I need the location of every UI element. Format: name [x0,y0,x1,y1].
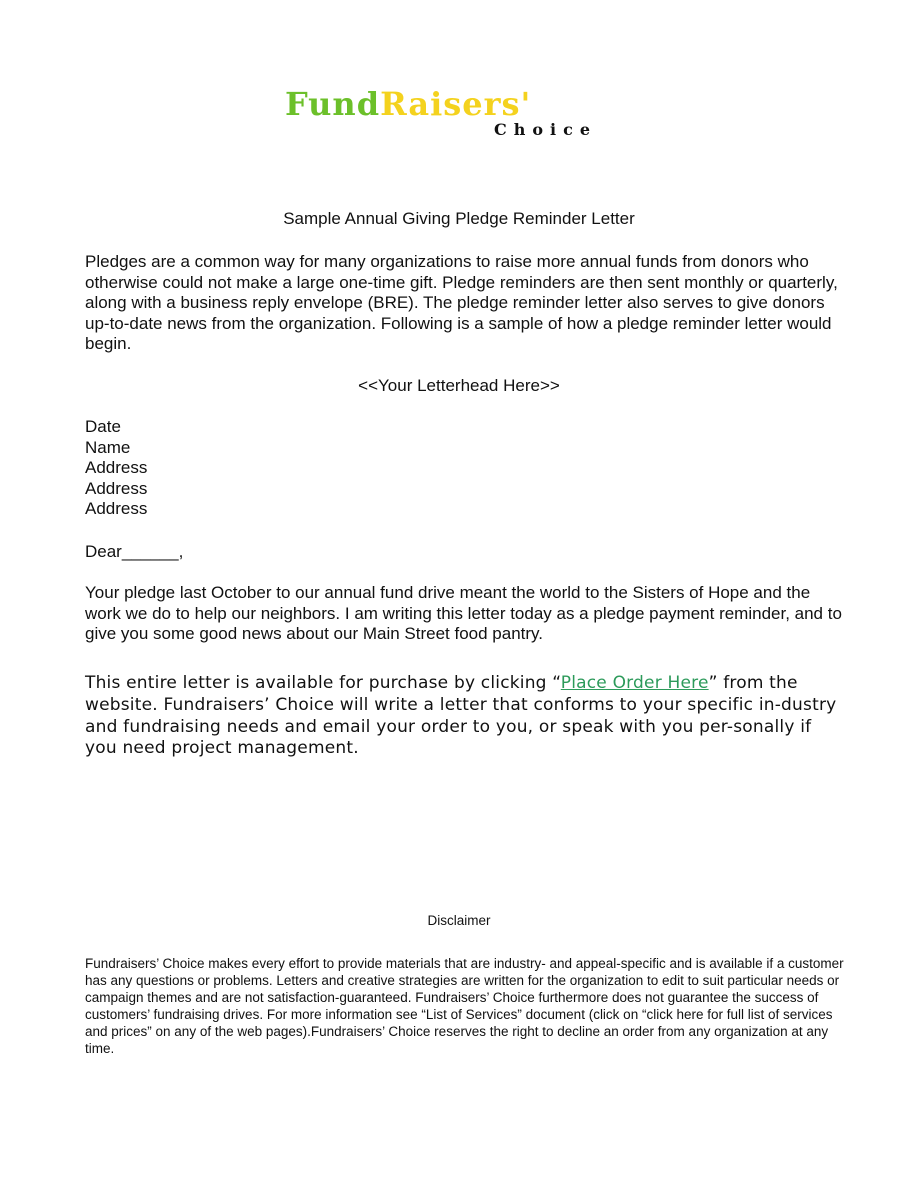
document-title: Sample Annual Giving Pledge Reminder Letter [283,209,635,228]
address-line-name: Name [85,437,131,457]
address-line-2: Address [85,478,148,498]
address-block [85,417,147,520]
address-line-3: Address [85,499,148,519]
address-line-1: Address [85,458,148,478]
disclaimer-heading: Disclaimer [427,913,491,928]
intro-paragraph: Pledges are a common way for many organizations to raise more annual funds from donors who otherwise could not make a large one-time gift. Pledge reminders are then sent monthly or quarterly, along with a business reply envelope (BRE). The pledge reminder letter also serves to give donors up-to-date news from the organization. Following is a sample of how a pledge reminder letter would begin. [85,252,838,354]
logo-choice-text: Choice [494,120,598,139]
logo-fund-text: Fund [285,85,381,123]
purchase-text-after: ” from the website. Fundraisers’ Choice will write a letter that conforms to your specific in-dustry and fundraising needs and email your order to you, or speak with you per-sonally if you need project management. [85,673,837,759]
salutation: Dear______, [85,542,184,561]
logo-raisers-text: Raisers' [380,85,532,123]
disclaimer-text: Fundraisers’ Choice makes every effort to provide materials that are industry- and appeal-specific and is available if a customer has any questions or problems. Letters and creative strategies are written for the organization to edit to suit particular needs or campaign themes and are not satisfaction-guaranteed. Fundraisers’ Choice furthermore does not guarantee the success of customers’ fundraising drives. For more information see “List of Services” document (click on “click here for full list of services and prices” on any of the web pages).Fundraisers’ Choice reserves the right to decline an order from any organization at any time. [85,956,844,1056]
place-order-link[interactable]: Place Order Here [560,673,709,693]
fundraisers-choice-logo [285,84,645,144]
purchase-text-before: This entire letter is available for purchase by clicking “ [85,673,561,693]
purchase-notice [85,673,845,760]
address-line-date: Date [85,417,121,436]
letterhead-placeholder: <<Your Letterhead Here>> [358,376,560,395]
letter-body-paragraph: Your pledge last October to our annual fund drive meant the world to the Sisters of Hope and the work we do to help our neighbors. I am writing this letter today as a pledge payment reminder, and to give you some good news about our Main Street food pantry. [85,583,842,644]
logo-wordmark [285,84,531,124]
